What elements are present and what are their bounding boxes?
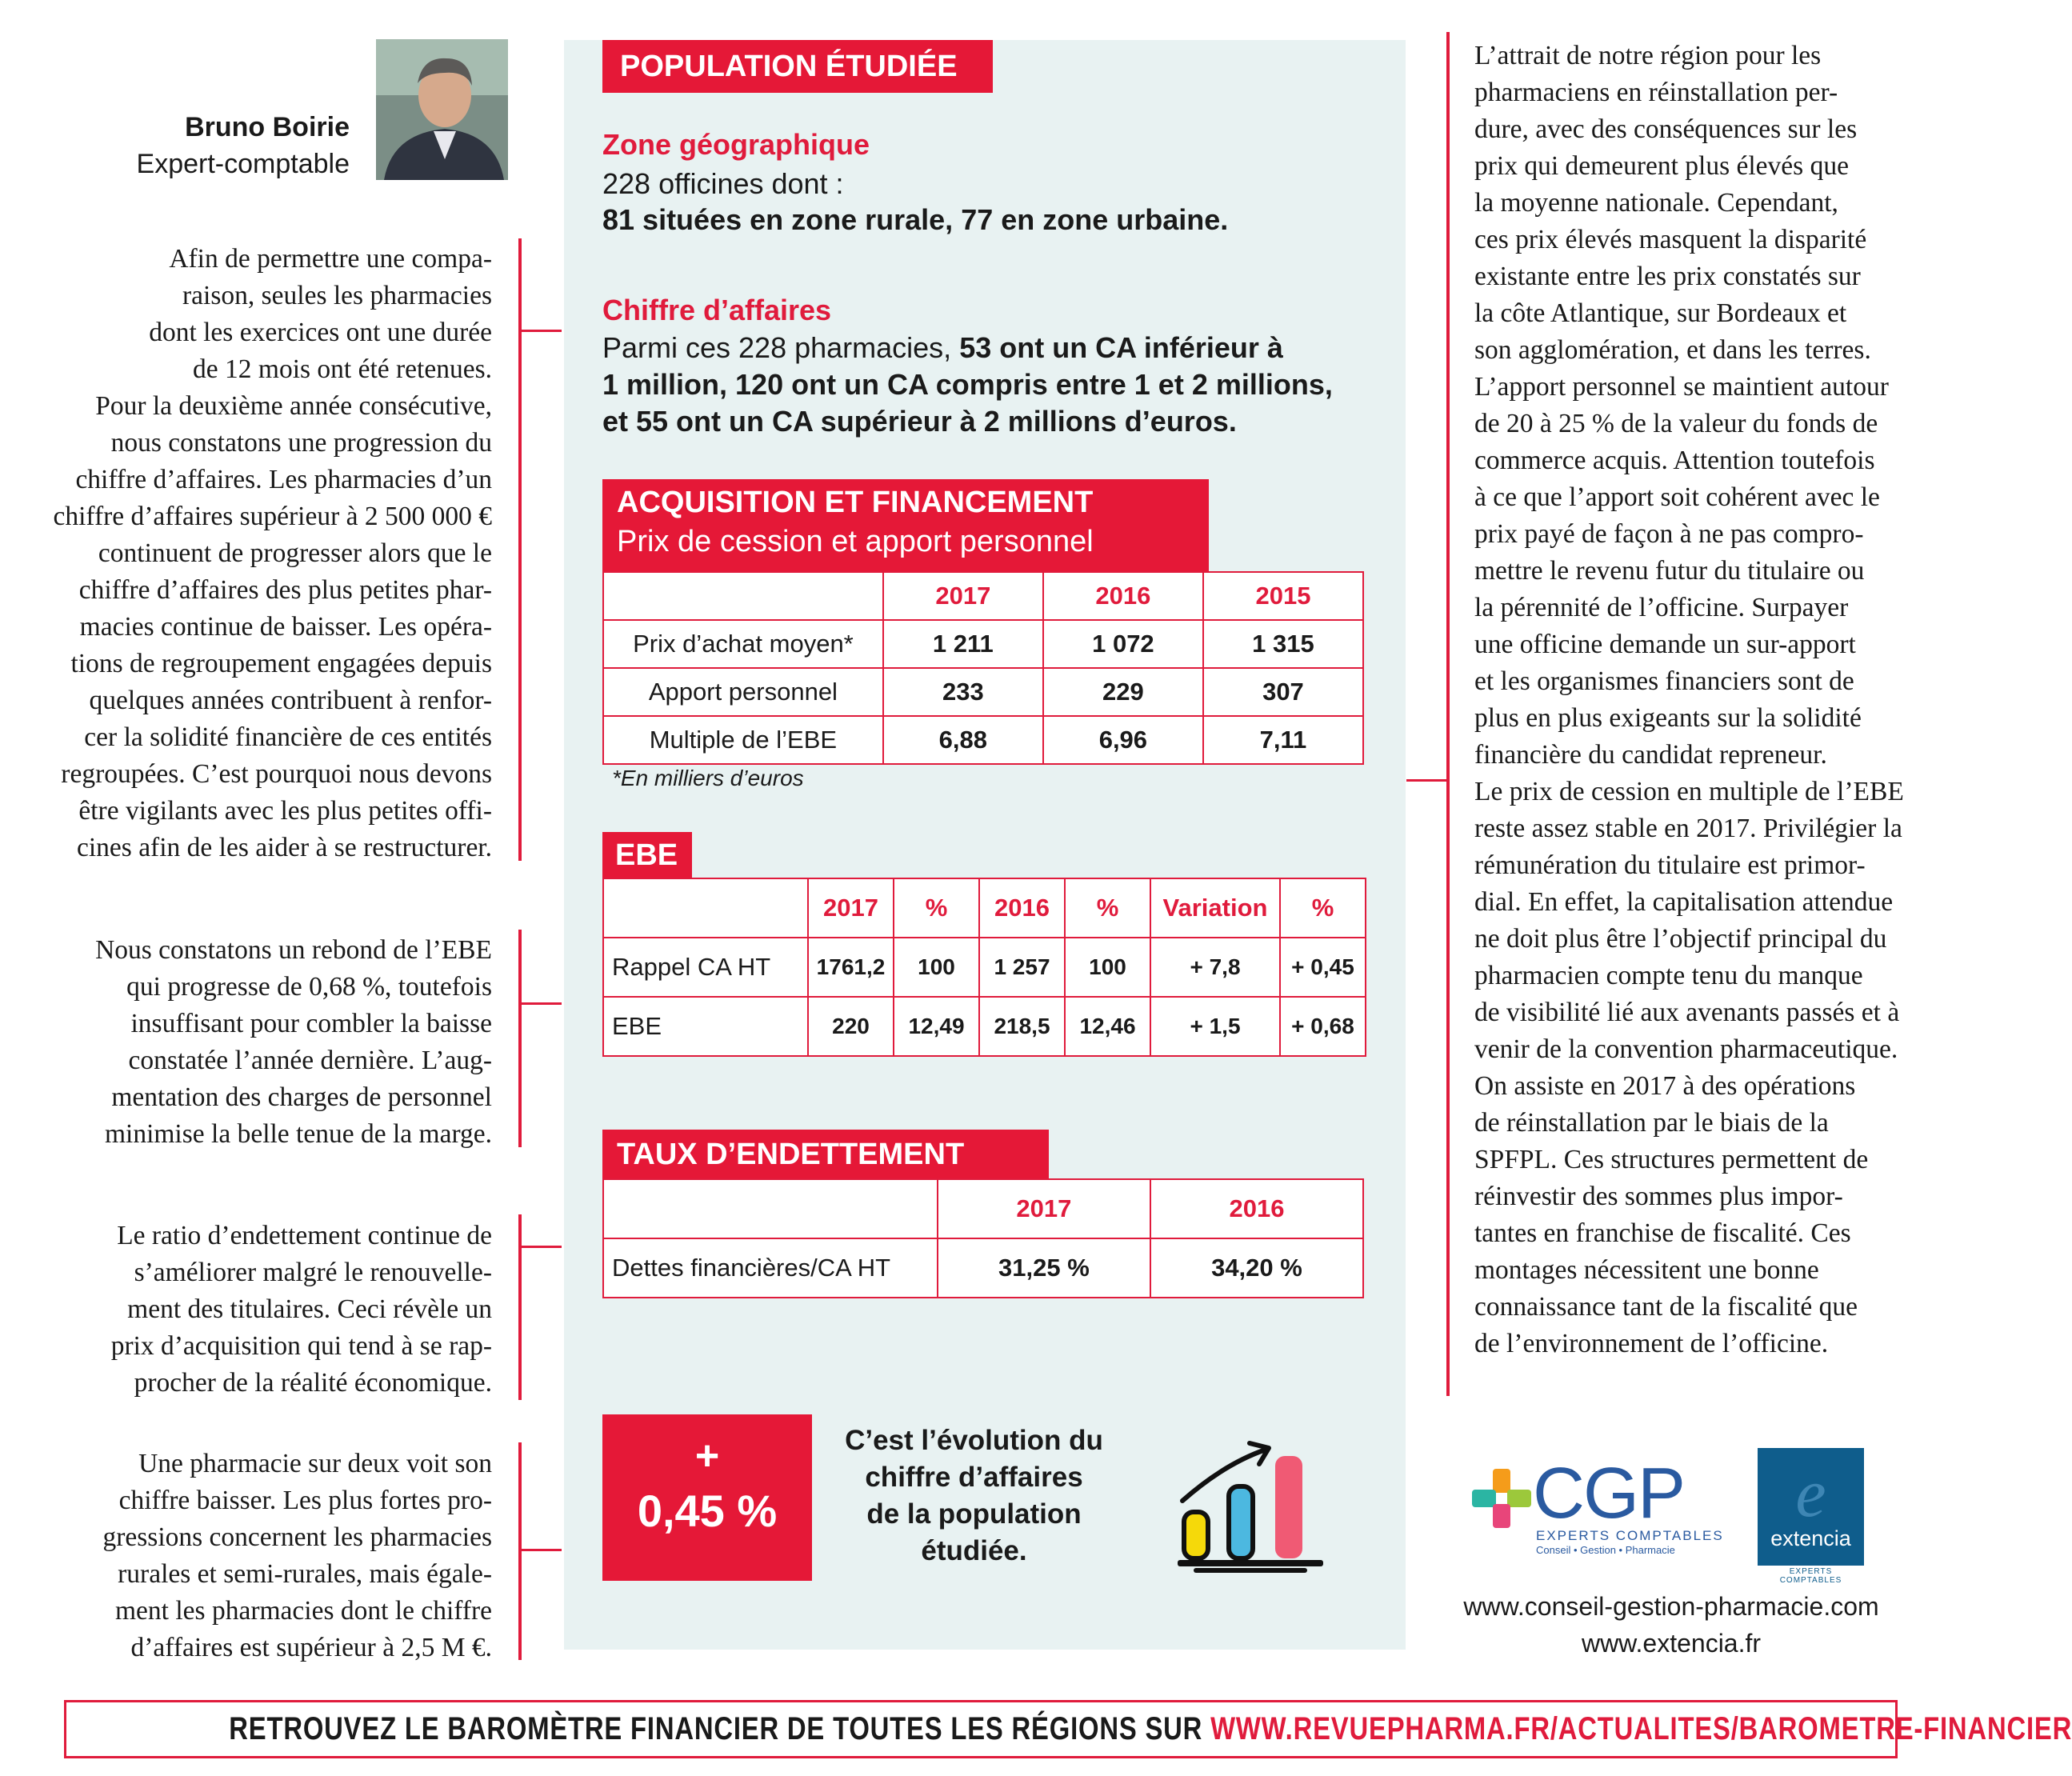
acq-header: 2017 (883, 572, 1043, 620)
right-tick (1406, 779, 1448, 782)
acquisition-label-box (602, 479, 1209, 572)
footer-text: RETROUVEZ LE BAROMÈTRE FINANCIER DE TOUTES LES RÉGIONS SUR (229, 1711, 1211, 1746)
cell: 12,46 (1065, 997, 1150, 1056)
cell: + 0,68 (1280, 997, 1366, 1056)
ebe-header: % (1065, 878, 1150, 938)
row-label: Dettes financières/CA HT (603, 1238, 938, 1298)
cell: 1761,2 (808, 938, 894, 997)
author-role: Expert-comptable (136, 149, 350, 179)
cgp-sub-2: Conseil • Gestion • Pharmacie (1536, 1544, 1675, 1556)
row-label: Apport personnel (603, 668, 883, 716)
cell: 6,88 (883, 716, 1043, 764)
left-rule-2 (518, 930, 522, 1147)
left-rule-3 (518, 1214, 522, 1400)
end-header: 2016 (1150, 1179, 1363, 1238)
growth-chart-icon (1176, 1432, 1328, 1574)
population-label: POPULATION ÉTUDIÉE (602, 40, 993, 93)
ebe-header: 2017 (808, 878, 894, 938)
cell: + 1,5 (1150, 997, 1280, 1056)
ebe-label: EBE (602, 832, 692, 878)
left-tick-3 (520, 1246, 562, 1248)
table-row (603, 938, 1366, 997)
cell: 1 211 (883, 620, 1043, 668)
cell: 100 (894, 938, 979, 997)
left-tick-4 (520, 1549, 562, 1551)
footer-banner (229, 1700, 2072, 1758)
ca-bold-1: 53 ont un CA inférieur à (959, 331, 1283, 364)
right-column-text: L’attrait de notre région pour les pharmaciens en réinstallation per- dure, avec des conséquences sur les prix qui demeurent plus élevés que la moyenne nationale. Cependant, ces prix élevés masquent la disparité existante entre les prix constatés sur la côte Atlantique, sur Bordeaux et son agglomération, et dans les terres. L’apport personnel se maintient autour de 20 à 25 % de la valeur du fonds de commerce acquis. Attention toutefois à ce que l’apport soit cohérent avec le prix payé de façon à ne pas compro- mettre le revenu futur du titulaire ou la pérennité de l’officine. Surpayer une officine demande un sur-apport et les organismes financiers sont de plus en plus exigeants sur la solidité financière du candidat repreneur. Le prix de cession en multiple de l’EBE reste assez stable en 2017. Privilégier la rémunération du titulaire est primor- dial. En effet, la capitalisation attendue ne doit plus être l’objectif principal du pharmacien compte tenu du manque de visibilité lié aux avenants passés et à venir de la convention pharmaceutique. On assiste en 2017 à des opérations de réinstallation par le biais de la SPFPL. Ces structures permettent de réinvestir des sommes plus impor- tantes en franchise de fiscalité. Ces montages nécessitent une bonne connaissance tant de la fiscalité que de l’environnement de l’officine. (1474, 41, 1904, 1358)
ebe-header-empty (603, 878, 808, 938)
ca-plain: Parmi ces 228 pharmacies, (602, 331, 960, 364)
author-name: Bruno Boirie (185, 112, 350, 142)
left-paragraph-ebe: Nous constatons un rebond de l’EBE qui progresse de 0,68 %, toutefois insuffisant pour combler la baisse constatée l’année dernière. L’aug- mentation des charges de personnel minimise la belle tenue de la marge. (95, 935, 492, 1149)
extencia-sub: EXPERTS COMPTABLES (1779, 1567, 1842, 1585)
cell: 220 (808, 997, 894, 1056)
left-paragraph-endettement: Le ratio d’endettement continue de s’améliorer malgré le renouvelle- ment des titulaires. Ceci révèle un prix d’acquisition qui tend à se rap- procher de la réalité économique. (110, 1221, 492, 1398)
left-tick-2 (520, 1002, 562, 1005)
evolution-caption-line: étudiée. (921, 1535, 1027, 1566)
acq-header: 2015 (1203, 572, 1363, 620)
url-extencia[interactable]: www.extencia.fr (1581, 1629, 1762, 1658)
acquisition-sublabel: Prix de cession et apport personnel (617, 525, 1094, 558)
left-rule-4 (518, 1442, 522, 1660)
cell: 1 257 (979, 938, 1065, 997)
url-cgp[interactable]: www.conseil-gestion-pharmacie.com (1463, 1592, 1879, 1621)
right-rule (1446, 32, 1450, 1396)
table-row (603, 668, 1363, 716)
ca-title: Chiffre d’affaires (602, 294, 832, 326)
cgp-sub-1: EXPERTS COMPTABLES (1536, 1528, 1724, 1543)
cell: 12,49 (894, 997, 979, 1056)
endettement-table (602, 1178, 1364, 1298)
ca-text-2: 1 million, 120 ont un CA compris entre 1 et 2 millions, (602, 368, 1333, 401)
zone-line-1: 228 officines dont : (602, 167, 844, 200)
cell: + 0,45 (1280, 938, 1366, 997)
row-label: EBE (603, 997, 808, 1056)
cell: 229 (1043, 668, 1203, 716)
endettement-label: TAUX D’ENDETTEMENT (602, 1130, 1049, 1179)
author-photo (376, 39, 508, 180)
acq-header: 2016 (1043, 572, 1203, 620)
row-label: Multiple de l’EBE (603, 716, 883, 764)
left-tick-1 (520, 330, 562, 332)
zone-line-2: 81 situées en zone rurale, 77 en zone urbaine. (602, 203, 1229, 236)
ebe-table (602, 878, 1366, 1057)
extencia-logo (1758, 1448, 1864, 1566)
acq-header-empty (603, 572, 883, 620)
cell: 6,96 (1043, 716, 1203, 764)
cgp-name: CGP (1533, 1454, 1685, 1534)
row-label: Rappel CA HT (603, 938, 808, 997)
ca-text-1 (602, 330, 1283, 366)
cell: 7,11 (1203, 716, 1363, 764)
table-row (603, 1238, 1363, 1298)
cell: 100 (1065, 938, 1150, 997)
acquisition-footnote: *En milliers d’euros (612, 766, 804, 790)
table-row (603, 620, 1363, 668)
cell: 307 (1203, 668, 1363, 716)
extencia-mark: e (1795, 1454, 1826, 1531)
extencia-name: extencia (1770, 1526, 1851, 1550)
cell: 1 315 (1203, 620, 1363, 668)
left-paragraph-evolution: Une pharmacie sur deux voit son chiffre baisser. Les plus fortes pro- gressions concernent les pharmacies rurales et semi-rurales, mais égale- ment les pharmacies dont le chiffre d’affaires est supérieur à 2,5 M €. (102, 1449, 492, 1662)
cell: 218,5 (979, 997, 1065, 1056)
cell: 1 072 (1043, 620, 1203, 668)
table-row (603, 997, 1366, 1056)
acquisition-label: ACQUISITION ET FINANCEMENT (617, 486, 1094, 519)
footer-link[interactable]: WWW.REVUEPHARMA.FR/ACTUALITES/BAROMETRE-FINANCIER (1210, 1711, 2072, 1746)
left-paragraph-intro: Afin de permettre une compa- raison, seules les pharmacies dont les exercices ont une durée de 12 mois ont été retenues. Pour la deuxième année consécutive, nous constatons une progression du chiffre d’affaires. Les pharmacies d’un chiffre d’affaires supérieur à 2 500 000 € continuent de progresser alors que le chiffre d’affaires des plus petites phar- macies continue de baisser. Les opéra- tions de regroupement engagées depuis quelques années contribuent à renfor- cer la solidité financière de ces entités regroupées. C’est pourquoi nous devons être vigilants avec les plus petites offi- cines afin de les aider à se restructurer. (53, 244, 492, 862)
ebe-header: % (1280, 878, 1366, 938)
cgp-logo (1469, 1454, 1724, 1556)
ebe-header: Variation (1150, 878, 1280, 938)
evolution-sign: + (694, 1433, 720, 1479)
evolution-box (602, 1414, 812, 1581)
cell: 34,20 % (1150, 1238, 1363, 1298)
cell: + 7,8 (1150, 938, 1280, 997)
evolution-caption-line: de la population (866, 1498, 1082, 1530)
end-header-empty (603, 1179, 938, 1238)
evolution-caption (840, 1422, 1108, 1570)
cell: 31,25 % (938, 1238, 1150, 1298)
ebe-header: % (894, 878, 979, 938)
acquisition-table (602, 571, 1364, 765)
zone-title: Zone géographique (602, 128, 870, 161)
table-row (603, 716, 1363, 764)
cell: 233 (883, 668, 1043, 716)
evolution-caption-line: chiffre d’affaires (865, 1462, 1083, 1493)
ebe-header: 2016 (979, 878, 1065, 938)
row-label: Prix d’achat moyen* (603, 620, 883, 668)
end-header: 2017 (938, 1179, 1150, 1238)
evolution-caption-line: C’est l’évolution du (845, 1425, 1103, 1456)
ca-text-3: et 55 ont un CA supérieur à 2 millions d’euros. (602, 405, 1237, 438)
evolution-value: 0,45 % (637, 1486, 778, 1536)
